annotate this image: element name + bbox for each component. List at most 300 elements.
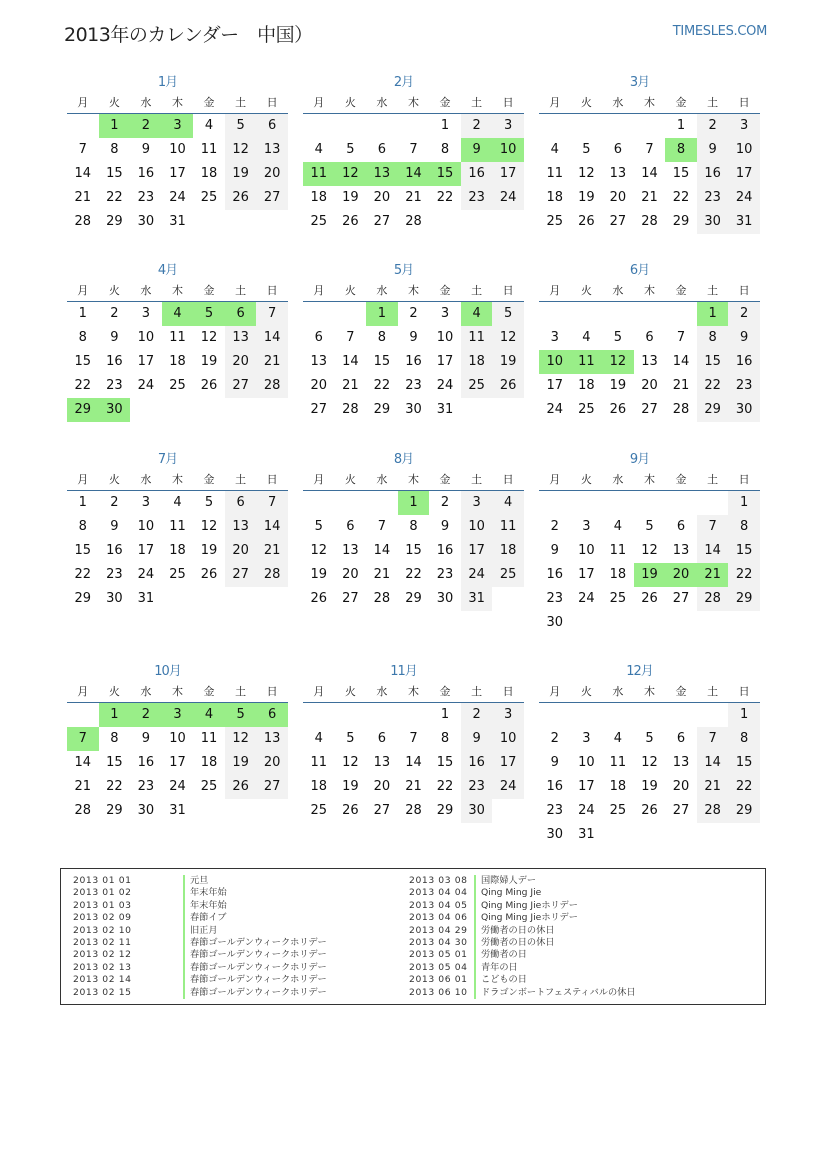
weekday-header: 火 xyxy=(580,473,592,486)
week-row xyxy=(303,563,524,587)
holiday-marker xyxy=(183,887,185,899)
empty-day-cell xyxy=(602,114,634,138)
week-row xyxy=(67,703,288,727)
empty-day-cell xyxy=(634,114,666,138)
month-block xyxy=(303,262,524,422)
holiday-date: 2013 06 01 xyxy=(409,974,468,986)
weekday-header: 土 xyxy=(707,685,719,698)
day-cell: 19 xyxy=(310,567,328,582)
weekday-header: 水 xyxy=(140,284,152,297)
day-cell: 14 xyxy=(641,166,658,181)
empty-day-cell xyxy=(461,210,493,234)
week-row xyxy=(303,210,524,234)
holiday-legend xyxy=(60,868,766,1005)
day-cell: 29 xyxy=(728,799,760,823)
weekday-header: 月 xyxy=(549,284,561,297)
day-cell: 15 xyxy=(436,755,454,770)
day-cell: 11 xyxy=(609,543,627,558)
week-row xyxy=(67,162,288,186)
day-cell: 29 xyxy=(728,587,760,611)
week-row xyxy=(303,515,524,539)
month-title xyxy=(539,74,760,92)
holiday-marker xyxy=(183,962,185,974)
day-cell: 23 xyxy=(461,775,493,799)
day-cell: 17 xyxy=(728,162,760,186)
day-cell: 22 xyxy=(436,779,454,794)
day-cell: 25 xyxy=(310,214,328,229)
week-row xyxy=(67,186,288,210)
day-cell: 11 xyxy=(169,519,186,534)
day-cell: 23 xyxy=(106,567,123,582)
month-title xyxy=(67,74,288,92)
weekday-header-row xyxy=(67,681,288,703)
day-cell: 9 xyxy=(409,330,418,345)
month-title xyxy=(303,262,524,280)
day-cell: 23 xyxy=(546,591,564,606)
holiday-date: 2013 04 29 xyxy=(409,924,468,936)
weekday-header: 日 xyxy=(266,284,278,297)
day-cell: 31 xyxy=(436,402,454,417)
day-cell: 15 xyxy=(74,543,92,558)
empty-day-cell xyxy=(366,703,398,727)
holiday-day-cell: 8 xyxy=(665,138,697,162)
day-cell: 22 xyxy=(728,563,760,587)
day-cell: 17 xyxy=(137,354,155,369)
day-cell: 10 xyxy=(492,727,524,751)
holiday-date: 2013 02 15 xyxy=(73,986,132,998)
holiday-date: 2013 06 10 xyxy=(409,986,468,998)
day-cell: 29 xyxy=(74,591,92,606)
day-cell: 30 xyxy=(461,799,493,823)
day-cell: 30 xyxy=(436,591,454,606)
empty-day-cell xyxy=(130,398,162,422)
holiday-name: こどもの日 xyxy=(481,974,527,986)
day-cell: 14 xyxy=(373,543,391,558)
week-row xyxy=(303,138,524,162)
holiday-name: 国際婦人デー xyxy=(481,875,537,886)
day-cell: 12 xyxy=(641,755,658,770)
weekday-header: 月 xyxy=(549,96,561,109)
day-cell: 5 xyxy=(645,731,654,746)
day-cell: 11 xyxy=(310,755,328,770)
holiday-marker xyxy=(183,974,185,986)
day-cell: 15 xyxy=(405,543,422,558)
empty-day-cell xyxy=(193,398,225,422)
day-cell: 7 xyxy=(697,727,729,751)
weekday-header: 金 xyxy=(203,284,215,297)
day-cell: 7 xyxy=(78,142,87,157)
day-cell: 24 xyxy=(461,563,493,587)
day-cell: 13 xyxy=(256,727,288,751)
weekday-header: 木 xyxy=(171,96,183,109)
day-cell: 28 xyxy=(405,803,422,818)
empty-day-cell xyxy=(634,491,666,515)
day-cell: 28 xyxy=(697,799,729,823)
day-cell: 22 xyxy=(405,567,422,582)
week-row xyxy=(303,727,524,751)
day-cell: 17 xyxy=(578,779,595,794)
day-cell: 21 xyxy=(405,779,422,794)
day-cell: 24 xyxy=(578,591,595,606)
week-row xyxy=(539,398,760,422)
day-cell: 30 xyxy=(405,402,422,417)
day-cell: 23 xyxy=(436,567,454,582)
weekday-header: 火 xyxy=(344,473,356,486)
day-cell: 18 xyxy=(200,166,218,181)
day-cell: 9 xyxy=(550,543,559,558)
day-cell: 14 xyxy=(74,755,92,770)
holiday-day-cell: 2 xyxy=(130,114,162,138)
week-row xyxy=(539,374,760,398)
day-cell: 27 xyxy=(256,775,288,799)
day-cell: 20 xyxy=(609,190,627,205)
day-cell: 30 xyxy=(728,398,760,422)
weekday-header: 水 xyxy=(376,473,388,486)
week-row xyxy=(539,611,760,635)
empty-day-cell xyxy=(539,302,571,326)
day-cell: 1 xyxy=(78,495,87,510)
day-cell: 15 xyxy=(106,755,123,770)
holiday-marker xyxy=(474,925,476,937)
empty-day-cell xyxy=(571,491,603,515)
day-cell: 6 xyxy=(256,114,288,138)
empty-day-cell xyxy=(602,491,634,515)
day-cell: 10 xyxy=(169,731,186,746)
day-cell: 13 xyxy=(672,755,690,770)
empty-day-cell xyxy=(335,703,367,727)
day-cell: 24 xyxy=(169,779,186,794)
holiday-name: 春節ゴールデンウィークホリデー xyxy=(190,961,327,973)
day-cell: 24 xyxy=(546,402,564,417)
day-cell: 5 xyxy=(613,330,623,345)
day-cell: 8 xyxy=(697,326,729,350)
month-title xyxy=(67,262,288,280)
day-cell: 28 xyxy=(74,803,92,818)
holiday-date: 2013 02 11 xyxy=(73,936,132,948)
weekday-header: 土 xyxy=(707,96,719,109)
holiday-date: 2013 02 10 xyxy=(73,924,132,936)
holiday-name: 旧正月 xyxy=(190,924,218,936)
day-cell: 16 xyxy=(461,162,493,186)
day-cell: 17 xyxy=(169,755,186,770)
month-block xyxy=(67,451,288,611)
day-cell: 31 xyxy=(461,587,493,611)
holiday-name: Qing Ming Jie xyxy=(481,887,542,899)
day-cell: 17 xyxy=(137,543,155,558)
day-cell: 6 xyxy=(613,142,623,157)
day-cell: 26 xyxy=(578,214,595,229)
day-cell: 13 xyxy=(256,138,288,162)
empty-day-cell xyxy=(571,114,603,138)
empty-day-cell xyxy=(728,823,760,847)
day-cell: 6 xyxy=(314,330,323,345)
holiday-day-cell: 7 xyxy=(67,727,99,751)
holiday-day-cell: 20 xyxy=(665,563,697,587)
day-cell: 19 xyxy=(609,378,627,393)
holiday-day-cell: 4 xyxy=(162,302,194,326)
day-cell: 26 xyxy=(342,803,359,818)
empty-day-cell xyxy=(162,587,194,611)
week-row xyxy=(303,114,524,138)
holiday-marker xyxy=(474,987,476,999)
empty-day-cell xyxy=(697,611,729,635)
holiday-entry xyxy=(73,974,327,986)
day-cell: 12 xyxy=(641,543,658,558)
day-cell: 19 xyxy=(225,162,257,186)
day-cell: 5 xyxy=(346,731,355,746)
day-cell: 23 xyxy=(137,190,155,205)
weekday-header: 月 xyxy=(549,685,561,698)
day-cell: 8 xyxy=(110,142,119,157)
empty-day-cell xyxy=(571,611,603,635)
day-cell: 18 xyxy=(546,190,564,205)
day-cell: 3 xyxy=(141,495,151,510)
holiday-name: 労働者の日 xyxy=(481,949,527,961)
day-cell: 18 xyxy=(461,350,493,374)
day-cell: 22 xyxy=(74,567,92,582)
day-cell: 27 xyxy=(609,214,627,229)
day-cell: 23 xyxy=(461,186,493,210)
holiday-entry xyxy=(409,875,636,887)
month-label: 8月 xyxy=(393,452,414,467)
day-cell: 7 xyxy=(256,491,288,515)
month-block xyxy=(539,663,760,847)
day-cell: 8 xyxy=(377,330,387,345)
holiday-date: 2013 01 01 xyxy=(73,875,132,886)
weekday-header: 木 xyxy=(407,96,419,109)
empty-day-cell xyxy=(634,823,666,847)
empty-day-cell xyxy=(634,703,666,727)
month-title xyxy=(67,451,288,469)
empty-day-cell xyxy=(303,302,335,326)
day-cell: 26 xyxy=(609,402,627,417)
day-cell: 19 xyxy=(342,779,359,794)
day-cell: 17 xyxy=(461,539,493,563)
day-cell: 27 xyxy=(672,803,690,818)
day-cell: 8 xyxy=(110,731,119,746)
holiday-marker xyxy=(474,949,476,961)
weekday-header: 土 xyxy=(235,284,247,297)
day-cell: 25 xyxy=(492,563,524,587)
holiday-entry xyxy=(73,912,327,924)
day-cell: 27 xyxy=(373,803,391,818)
day-cell: 1 xyxy=(440,707,450,722)
empty-day-cell xyxy=(366,114,398,138)
holiday-entry xyxy=(409,937,636,949)
day-cell: 28 xyxy=(672,402,690,417)
day-cell: 4 xyxy=(582,330,591,345)
day-cell: 7 xyxy=(645,142,654,157)
day-cell: 11 xyxy=(492,515,524,539)
holiday-day-cell: 6 xyxy=(225,302,257,326)
day-cell: 8 xyxy=(78,330,87,345)
day-cell: 6 xyxy=(377,731,387,746)
holiday-day-cell: 1 xyxy=(99,114,131,138)
empty-day-cell xyxy=(303,491,335,515)
empty-day-cell xyxy=(492,587,524,611)
weekday-header: 火 xyxy=(108,473,120,486)
day-cell: 4 xyxy=(613,731,623,746)
month-label: 6月 xyxy=(629,263,650,278)
month-block xyxy=(539,262,760,422)
day-cell: 10 xyxy=(169,142,186,157)
weekday-header-row xyxy=(303,92,524,114)
day-cell: 12 xyxy=(492,326,524,350)
holiday-name: 春節イブ xyxy=(190,912,227,924)
day-cell: 7 xyxy=(346,330,355,345)
day-cell: 8 xyxy=(728,515,760,539)
week-row xyxy=(303,587,524,611)
holiday-entry xyxy=(73,962,327,974)
day-cell: 7 xyxy=(377,519,387,534)
day-cell: 8 xyxy=(440,731,450,746)
day-cell: 12 xyxy=(578,166,595,181)
weekday-header: 木 xyxy=(407,284,419,297)
day-cell: 4 xyxy=(550,142,559,157)
day-cell: 26 xyxy=(200,567,218,582)
holiday-entry xyxy=(409,912,636,924)
weekday-header-row xyxy=(67,280,288,302)
holiday-name: 春節ゴールデンウィークホリデー xyxy=(190,949,327,961)
day-cell: 31 xyxy=(137,591,155,606)
day-cell: 29 xyxy=(106,214,123,229)
day-cell: 17 xyxy=(492,162,524,186)
day-cell: 6 xyxy=(645,330,654,345)
day-cell: 2 xyxy=(550,731,559,746)
day-cell: 8 xyxy=(440,142,450,157)
brand-link[interactable]: TIMESLES.COM xyxy=(672,24,767,39)
day-cell: 2 xyxy=(409,306,418,321)
holiday-marker xyxy=(474,887,476,899)
day-cell: 21 xyxy=(74,190,92,205)
weekday-header: 月 xyxy=(77,284,89,297)
day-cell: 26 xyxy=(641,591,658,606)
day-cell: 23 xyxy=(546,803,564,818)
day-cell: 13 xyxy=(641,354,658,369)
week-row xyxy=(539,727,760,751)
day-cell: 29 xyxy=(373,402,391,417)
weekday-header: 土 xyxy=(235,473,247,486)
day-cell: 25 xyxy=(578,402,595,417)
day-cell: 24 xyxy=(137,378,155,393)
empty-day-cell xyxy=(303,114,335,138)
holiday-day-cell: 12 xyxy=(335,162,367,186)
holiday-day-cell: 2 xyxy=(130,703,162,727)
day-cell: 12 xyxy=(225,138,257,162)
holiday-day-cell: 29 xyxy=(67,398,99,422)
weekday-header: 火 xyxy=(108,96,120,109)
day-cell: 18 xyxy=(169,543,186,558)
day-cell: 26 xyxy=(200,378,218,393)
holiday-marker xyxy=(474,937,476,949)
weekday-header: 火 xyxy=(580,284,592,297)
month-title xyxy=(303,663,524,681)
empty-day-cell xyxy=(492,799,524,823)
day-cell: 19 xyxy=(200,543,218,558)
day-cell: 7 xyxy=(676,330,686,345)
day-cell: 16 xyxy=(546,779,564,794)
empty-day-cell xyxy=(225,587,257,611)
day-cell: 9 xyxy=(110,330,119,345)
day-cell: 3 xyxy=(582,731,591,746)
day-cell: 27 xyxy=(256,186,288,210)
day-cell: 10 xyxy=(578,755,595,770)
day-cell: 26 xyxy=(225,775,257,799)
empty-day-cell xyxy=(256,587,288,611)
day-cell: 14 xyxy=(256,326,288,350)
month-label: 2月 xyxy=(393,75,414,90)
month-label: 7月 xyxy=(157,452,178,467)
empty-day-cell xyxy=(193,210,225,234)
day-cell: 28 xyxy=(342,402,359,417)
day-cell: 7 xyxy=(409,731,418,746)
day-cell: 29 xyxy=(106,803,123,818)
day-cell: 14 xyxy=(672,354,690,369)
day-cell: 22 xyxy=(74,378,92,393)
day-cell: 13 xyxy=(225,515,257,539)
week-row xyxy=(539,186,760,210)
day-cell: 14 xyxy=(256,515,288,539)
day-cell: 14 xyxy=(342,354,359,369)
weekday-header: 日 xyxy=(738,284,750,297)
holiday-day-cell: 30 xyxy=(99,398,131,422)
holiday-name: 元旦 xyxy=(190,875,209,886)
day-cell: 28 xyxy=(74,214,92,229)
holiday-day-cell: 14 xyxy=(398,162,430,186)
week-row xyxy=(67,138,288,162)
month-label: 5月 xyxy=(393,263,414,278)
day-cell: 5 xyxy=(346,142,355,157)
weekday-header-row xyxy=(67,469,288,491)
month-block xyxy=(67,74,288,234)
weekday-header: 日 xyxy=(738,473,750,486)
day-cell: 13 xyxy=(373,755,391,770)
holiday-day-cell: 11 xyxy=(303,162,335,186)
day-cell: 9 xyxy=(141,142,151,157)
day-cell: 26 xyxy=(492,374,524,398)
holiday-name: ドラゴンボートフェスティバルの休日 xyxy=(481,986,636,998)
day-cell: 16 xyxy=(436,543,454,558)
day-cell: 17 xyxy=(492,751,524,775)
empty-day-cell xyxy=(335,302,367,326)
holiday-day-cell: 5 xyxy=(193,302,225,326)
month-title xyxy=(303,451,524,469)
day-cell: 24 xyxy=(728,186,760,210)
holiday-marker xyxy=(183,949,185,961)
day-cell: 5 xyxy=(492,302,524,326)
day-cell: 27 xyxy=(225,563,257,587)
empty-day-cell xyxy=(697,703,729,727)
weekday-header-row xyxy=(303,280,524,302)
week-row xyxy=(67,563,288,587)
holiday-marker xyxy=(183,875,185,887)
week-row xyxy=(539,515,760,539)
day-cell: 20 xyxy=(342,567,359,582)
day-cell: 27 xyxy=(225,374,257,398)
week-row xyxy=(303,350,524,374)
weekday-header: 木 xyxy=(171,284,183,297)
empty-day-cell xyxy=(193,587,225,611)
month-block xyxy=(67,262,288,422)
week-row xyxy=(67,350,288,374)
empty-day-cell xyxy=(193,799,225,823)
empty-day-cell xyxy=(665,491,697,515)
holiday-date: 2013 05 01 xyxy=(409,949,468,961)
day-cell: 16 xyxy=(106,354,123,369)
weekday-header: 日 xyxy=(502,685,514,698)
day-cell: 23 xyxy=(697,186,729,210)
week-row xyxy=(67,515,288,539)
